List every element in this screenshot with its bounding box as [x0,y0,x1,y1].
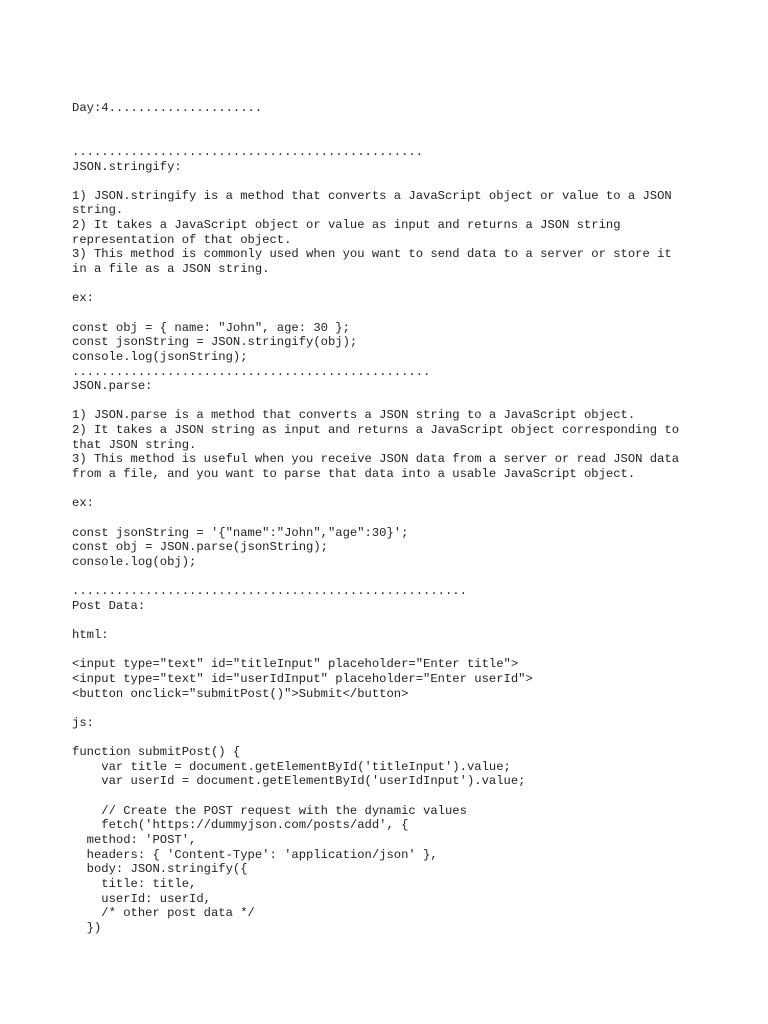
document-line: /* other post data */ [72,906,255,921]
document-line: ................................................ [72,144,424,159]
document-line: console.log(jsonString); [72,349,248,364]
document-line: const obj = JSON.parse(jsonString); [72,540,328,555]
document-line: in a file as a JSON string. [72,262,270,277]
document-line: 1) JSON.stringify is a method that converts a JavaScript object or value to a JSON [72,188,672,203]
document-line [72,511,712,526]
document-line: <input type="text" id="userIdInput" placeholder="Enter userId"> [72,671,533,686]
document-line [72,130,712,145]
document-line: js: [72,715,94,730]
document-line: string. [72,203,124,218]
document-line [72,643,712,658]
document-line [72,116,712,131]
document-line: const jsonString = JSON.stringify(obj); [72,335,358,350]
document-line: <button onclick="submitPost()">Submit</button> [72,686,409,701]
document-line: ...................................................... [72,584,467,599]
document-line [72,789,712,804]
document-line [72,613,712,628]
document-line: html: [72,628,109,643]
document-line: const jsonString = '{"name":"John","age":30}'; [72,525,409,540]
document-line: ................................................. [72,364,431,379]
document-line: fetch('https://dummyjson.com/posts/add', { [72,818,409,833]
document-line: userId: userId, [72,891,211,906]
document-line: Day:4..................... [72,101,263,115]
document-line: title: title, [72,876,197,891]
document-line [72,570,712,585]
document-body [72,101,712,936]
document-line: 3) This method is useful when you receive JSON data from a server or read JSON data [72,452,680,467]
document-line: var userId = document.getElementById('userIdInput').value; [72,774,526,789]
document-line: headers: { 'Content-Type': 'application/json' }, [72,847,438,862]
document-line: function submitPost() { [72,745,241,760]
document-line: const obj = { name: "John", age: 30 }; [72,320,350,335]
document-line: from a file, and you want to parse that data into a usable JavaScript object. [72,467,636,482]
document-line: // Create the POST request with the dynamic values [72,803,467,818]
document-line [72,731,712,746]
document-line: method: 'POST', [72,833,197,848]
document-line: JSON.parse: [72,379,153,394]
document-line: JSON.stringify: [72,159,182,174]
document-line: var title = document.getElementById('titleInput').value; [72,759,511,774]
document-line [72,277,712,292]
document-line: representation of that object. [72,232,292,247]
document-line [72,306,712,321]
document-line: 2) It takes a JSON string as input and returns a JavaScript object corresponding to [72,423,680,438]
document-line: 2) It takes a JavaScript object or value as input and returns a JSON string [72,218,621,233]
document-line [72,701,712,716]
document-line: Post Data: [72,598,146,613]
document-line: }) [72,920,102,935]
document-line [72,482,712,497]
document-line: ex: [72,496,94,511]
document-line: <input type="text" id="titleInput" placeholder="Enter title"> [72,657,519,672]
document-line [72,394,712,409]
document-line: that JSON string. [72,437,197,452]
document-line: console.log(obj); [72,554,197,569]
document-line: 3) This method is commonly used when you want to send data to a server or store it [72,247,672,262]
document-line: ex: [72,291,94,306]
document-line: 1) JSON.parse is a method that converts a JSON string to a JavaScript object. [72,408,636,423]
document-line [72,174,712,189]
document-line: body: JSON.stringify({ [72,862,248,877]
